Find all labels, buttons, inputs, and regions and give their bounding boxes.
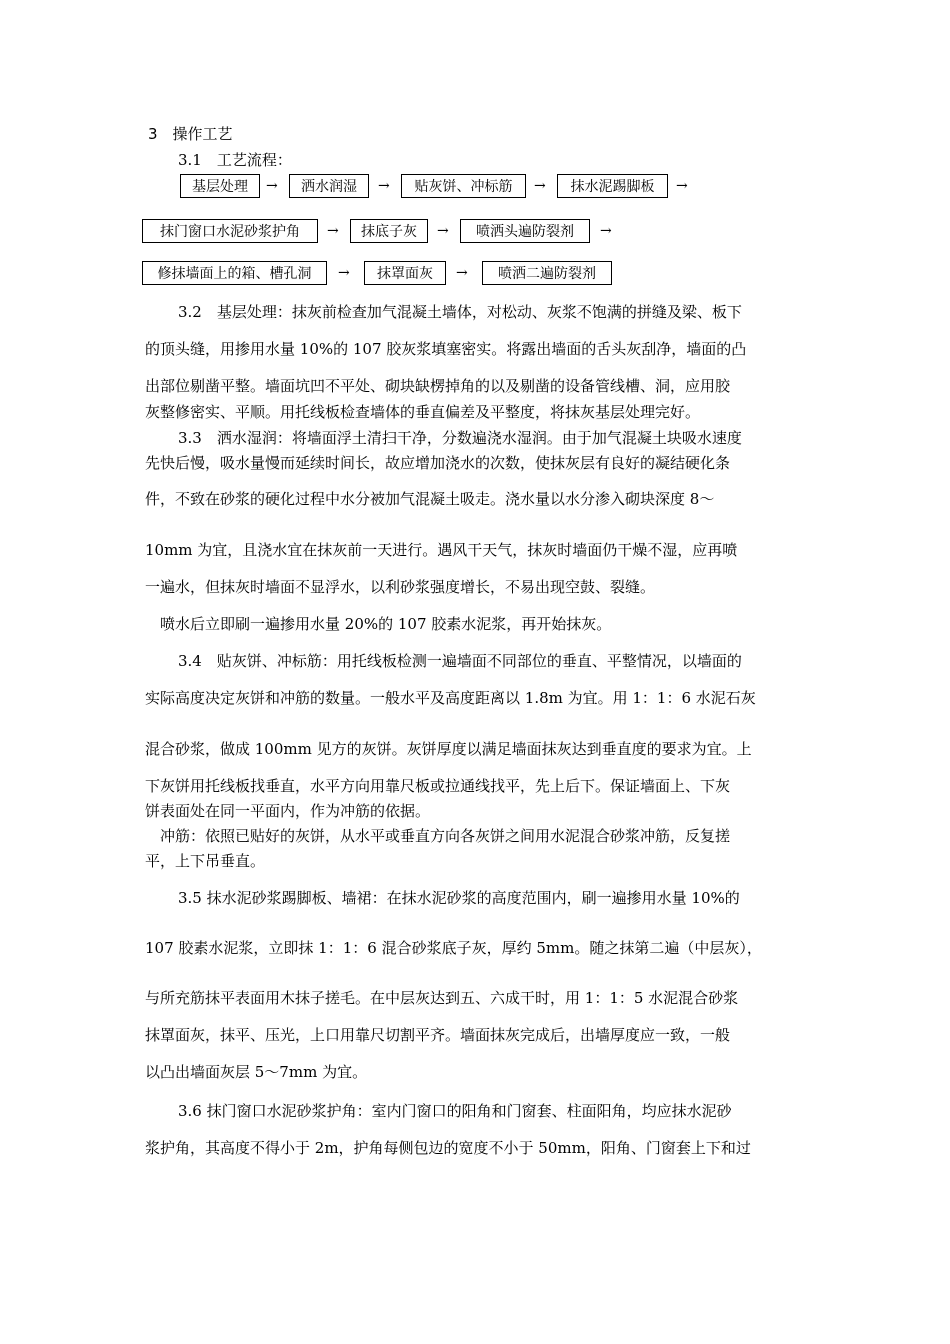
flow-step-skirting: 抹水泥踢脚板 — [557, 174, 668, 198]
text-line: 3.5 抹水泥砂浆踢脚板、墙裙：在抹水泥砂浆的高度范围内，刷一遍掺用水量 10%的 — [178, 889, 740, 907]
text-line: 下灰饼用托线板找垂直，水平方向用靠尺板或拉通线找平，先上后下。保证墙面上、下灰 — [145, 777, 731, 795]
text-line: 冲筋：依照已贴好的灰饼，从水平或垂直方向各灰饼之间用水泥混合砂浆冲筋，反复搓 — [160, 827, 731, 845]
flow-step-corner-protection: 抹门窗口水泥砂浆护角 — [142, 219, 318, 243]
text-line: 件，不致在砂浆的硬化过程中水分被加气混凝土吸走。浇水量以水分渗入砌块深度 8～ — [145, 490, 715, 508]
arrow-icon: → — [437, 223, 449, 239]
arrow-icon: → — [456, 265, 468, 281]
flow-step-base-coat: 抹底子灰 — [350, 219, 428, 243]
arrow-icon: → — [534, 178, 546, 194]
flow-step-base-treatment: 基层处理 — [180, 174, 260, 198]
flow-step-finish-coat: 抹罩面灰 — [364, 261, 446, 285]
text-line: 先快后慢，吸水量慢而延续时间长，故应增加浇水的次数，使抹灰层有良好的凝结硬化条 — [145, 454, 731, 472]
text-line: 抹罩面灰，抹平、压光，上口用靠尺切割平齐。墙面抹灰完成后，出墙厚度应一致，一般 — [145, 1026, 731, 1044]
text-line: 平，上下吊垂直。 — [145, 852, 266, 870]
arrow-icon: → — [266, 178, 278, 194]
flow-title: 3.1 工艺流程： — [178, 151, 292, 169]
text-line: 10mm 为宜，且浇水宜在抹灰前一天进行。遇风干天气，抹灰时墙面仍干燥不湿，应再喷 — [145, 541, 738, 559]
text-line: 的顶头缝，用掺用水量 10%的 107 胶灰浆填塞密实。将露出墙面的舌头灰刮净，墙面的凸 — [145, 340, 747, 358]
text-line: 与所充筋抹平表面用木抹子搓毛。在中层灰达到五、六成干时，用 1：1：5 水泥混合砂浆 — [145, 989, 739, 1007]
flow-step-first-spray: 喷洒头遍防裂剂 — [460, 219, 590, 243]
text-line: 以凸出墙面灰层 5～7mm 为宜。 — [145, 1063, 368, 1081]
flow-step-second-spray: 喷洒二遍防裂剂 — [482, 261, 612, 285]
text-line: 饼表面处在同一平面内，作为冲筋的依据。 — [145, 802, 431, 820]
flow-step-wetting: 洒水润湿 — [289, 174, 369, 198]
text-line: 107 胶素水泥浆，立即抹 1：1：6 混合砂浆底子灰，厚约 5mm。随之抹第二遍（中层灰）， — [145, 939, 762, 957]
text-line: 出部位剔凿平整。墙面坑凹不平处、砌块缺楞掉角的以及剔凿的设备管线槽、洞，应用胶 — [145, 377, 731, 395]
arrow-icon: → — [378, 178, 390, 194]
arrow-icon: → — [338, 265, 350, 281]
text-line: 混合砂浆，做成 100mm 见方的灰饼。灰饼厚度以满足墙面抹灰达到垂直度的要求为宜。上 — [145, 740, 752, 758]
text-line: 3.6 抹门窗口水泥砂浆护角：室内门窗口的阳角和门窗套、柱面阳角，均应抹水泥砂 — [178, 1102, 732, 1120]
arrow-icon: → — [676, 178, 688, 194]
text-line: 浆护角，其高度不得小于 2m，护角每侧包边的宽度不小于 50mm，阳角、门窗套上下和过 — [145, 1139, 751, 1157]
text-line: 3.3 洒水湿润：将墙面浮土清扫干净，分数遍浇水湿润。由于加气混凝土块吸水速度 — [178, 429, 742, 447]
text-line: 实际高度决定灰饼和冲筋的数量。一般水平及高度距离以 1.8m 为宜。用 1：1：6 水泥石灰 — [145, 689, 756, 707]
text-line: 3.2 基层处理：抹灰前检查加气混凝土墙体，对松动、灰浆不饱满的拼缝及梁、板下 — [178, 303, 742, 321]
flow-step-repair-holes: 修抹墙面上的箱、槽孔洞 — [142, 261, 327, 285]
text-line: 灰整修密实、平顺。用托线板检查墙体的垂直偏差及平整度，将抹灰基层处理完好。 — [145, 403, 701, 421]
flow-step-markers: 贴灰饼、冲标筋 — [401, 174, 526, 198]
section-heading: 3 操作工艺 — [148, 125, 233, 143]
text-line: 3.4 贴灰饼、冲标筋：用托线板检测一遍墙面不同部位的垂直、平整情况，以墙面的 — [178, 652, 742, 670]
text-line: 一遍水，但抹灰时墙面不显浮水，以利砂浆强度增长，不易出现空鼓、裂缝。 — [145, 578, 656, 596]
arrow-icon: → — [600, 223, 612, 239]
text-line: 喷水后立即刷一遍掺用水量 20%的 107 胶素水泥浆，再开始抹灰。 — [160, 615, 612, 633]
arrow-icon: → — [327, 223, 339, 239]
